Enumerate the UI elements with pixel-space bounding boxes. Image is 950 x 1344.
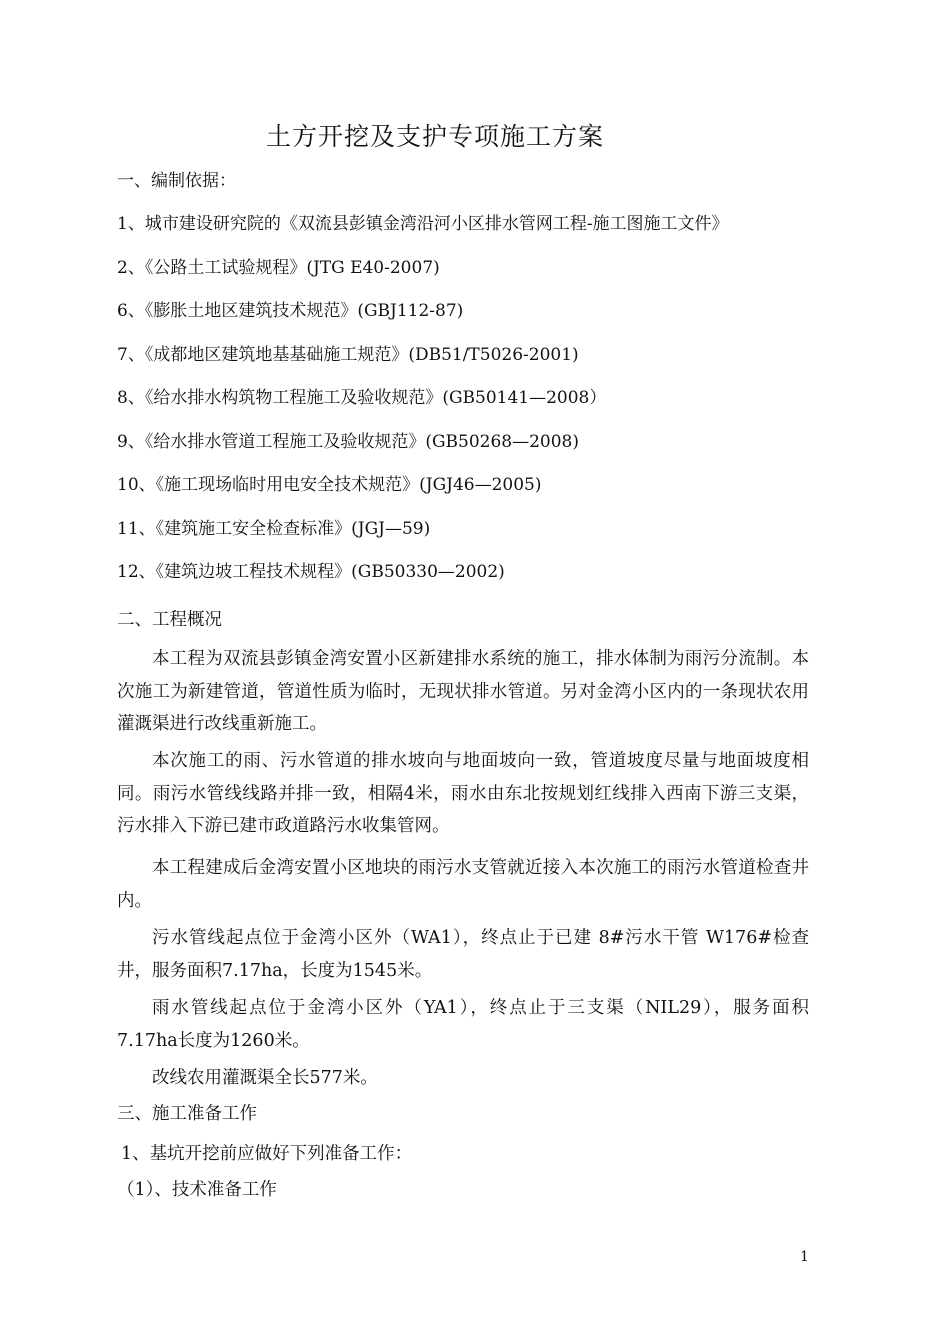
overview-paragraph: 改线农用灌溉渠全长577米。 — [152, 1068, 378, 1088]
document-title: 土方开挖及支护专项施工方案 — [265, 122, 604, 151]
overview-paragraph: 本工程为双流县彭镇金湾安置小区新建排水系统的施工，排水体制为雨污分流制。本次施工为新建管道，管道性质为临时，无现状排水管道。另对金湾小区内的一条现状农用灌溉渠进行改线重新施工。 — [117, 649, 809, 734]
reference-item: 9、《给水排水管道工程施工及验收规范》(GB50268—2008) — [117, 432, 579, 452]
overview-paragraph: 本工程建成后金湾安置小区地块的雨污水支管就近接入本次施工的雨污水管道检查井内。 — [117, 858, 809, 911]
reference-item: 2、《公路土工试验规程》(JTG E40-2007) — [117, 258, 440, 278]
overview-paragraph: 污水管线起点位于金湾小区外（WA1），终点止于已建 8#污水干管 W176#检查井，服务面积7.17ha，长度为1545米。 — [117, 928, 809, 981]
overview-paragraph: 雨水管线起点位于金湾小区外（YA1），终点止于三支渠（NIL29），服务面积7.17ha长度为1260米。 — [117, 998, 809, 1051]
reference-item: 1、城市建设研究院的《双流县彭镇金湾沿河小区排水管网工程-施工图施工文件》 — [117, 214, 729, 234]
overview-paragraph: 本次施工的雨、污水管道的排水坡向与地面坡向一致，管道坡度尽量与地面坡度相同。雨污水管线线路并排一致，相隔4米，雨水由东北按规划红线排入西南下游三支渠，污水排入下游已建市政道路污水收集管网。 — [117, 751, 809, 836]
section-heading-overview: 二、工程概况 — [117, 610, 222, 630]
reference-item: 11、《建筑施工安全检查标准》(JGJ—59) — [117, 519, 431, 539]
subheading: 1、基坑开挖前应做好下列准备工作： — [121, 1144, 413, 1164]
section-heading-basis: 一、编制依据： — [117, 171, 236, 191]
reference-item: 7、《成都地区建筑地基基础施工规范》(DB51/T5026-2001) — [117, 345, 579, 365]
reference-item: 10、《施工现场临时用电安全技术规范》(JGJ46—2005) — [117, 475, 542, 495]
reference-item: 12、《建筑边坡工程技术规程》(GB50330—2002) — [117, 562, 505, 582]
reference-item: 8、《给水排水构筑物工程施工及验收规范》(GB50141—2008） — [117, 388, 607, 408]
page-number: 1 — [800, 1249, 809, 1265]
subheading: （1）、技术准备工作 — [117, 1180, 277, 1200]
section-heading-preparation: 三、施工准备工作 — [117, 1104, 257, 1124]
reference-item: 6、《膨胀土地区建筑技术规范》(GBJ112-87) — [117, 301, 464, 321]
